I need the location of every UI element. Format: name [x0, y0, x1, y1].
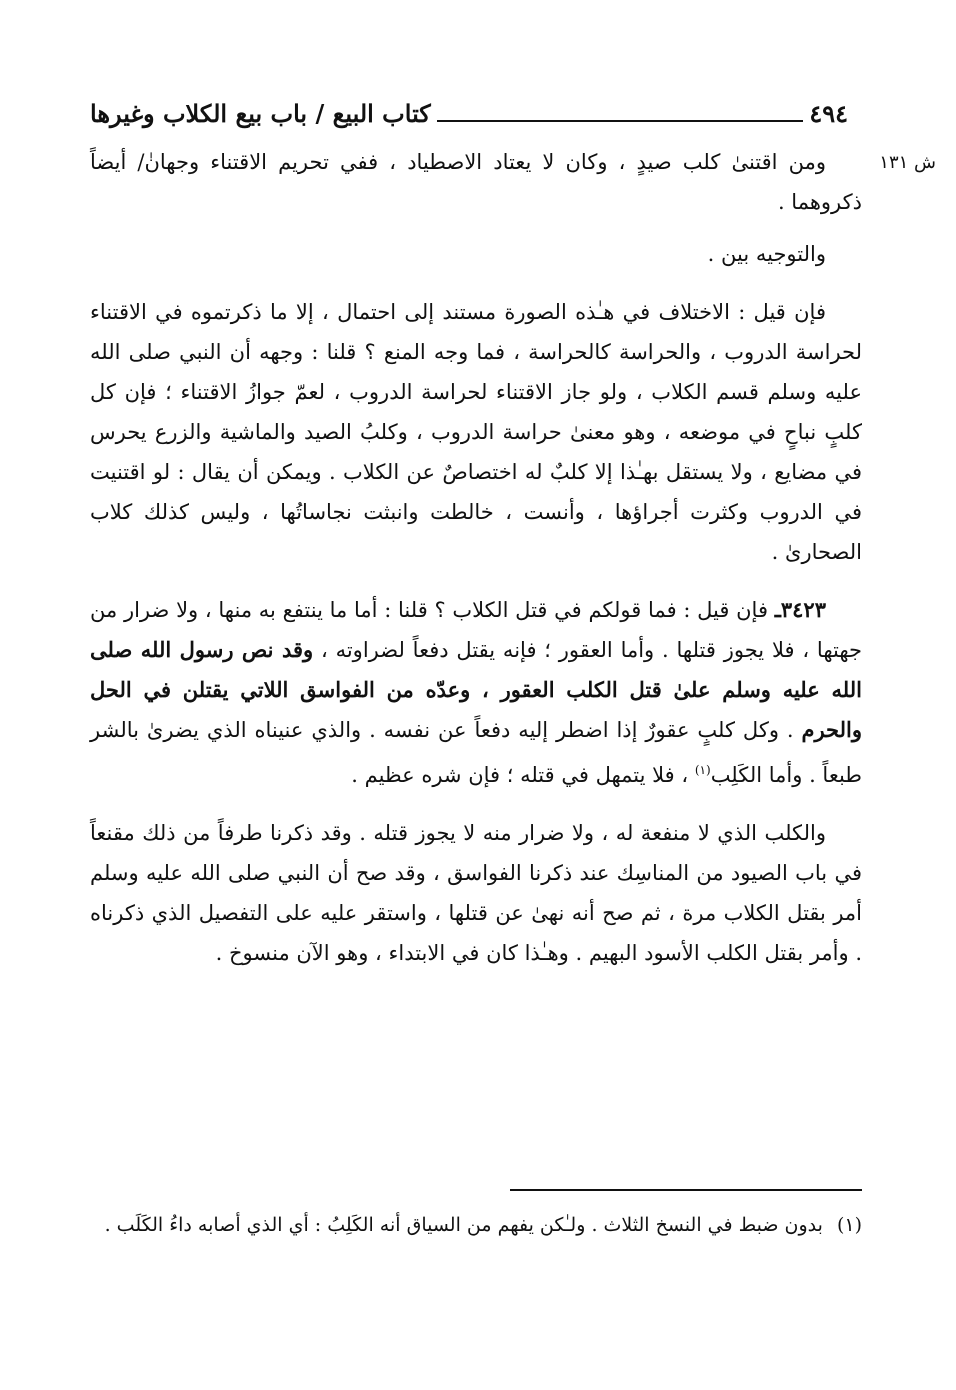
paragraph-text: ، فلا يتمهل في قتله ؛ فإن شره عظيم . [351, 763, 695, 787]
paragraph: والكلب الذي لا منفعة له ، ولا ضرار منه لا يجوز قتله . وقد ذكرنا طرفاً من ذلك مقنعاً في باب الصيود من المناسِك عند ذكرنا الفواسق ، وقد صح أن النبي صلى الله عليه وسلم أمر بقتل الكلاب مرة ، ثم صح أنه نهىٰ عن قتلها ، واستقر عليه على التفصيل الذي ذكرناه . وأمر بقتل الكلب الأسود البهيم . وهـٰذا كان في الابتداء ، وهو الآن منسوخ . [90, 821, 862, 965]
page-number: ٤٩٤ [809, 99, 848, 128]
footnote [90, 1208, 862, 1242]
paragraph: والتوجيه بين . [707, 242, 826, 266]
footnote-text: بدون ضبط في النسخ الثلاث . ولـٰكن يفهم من السياق أنه الكَلِبُ : أي الذي أصابه داءُ الكَلَب . [104, 1214, 823, 1236]
paragraph-text: فإن قيل : فما قولكم في قتل الكلاب ؟ قلنا : أما ما ينتفع به منها ، ولا ضرار من جهتها ، فلا يجوز قتلها . وأما العقور ؛ فإنه يقتل دفعاً لضراوته ، [90, 598, 862, 662]
running-header [90, 86, 848, 126]
header-rule [437, 120, 804, 122]
emphasized-text: وقد نص رسول الله صلى الله عليه وسلم علىٰ قتل الكلب العقور ، وعدّه من الفواسق اللاتي يقتلن في الحل والحرم [90, 637, 862, 742]
footnote-separator [510, 1189, 862, 1191]
footnote-ref: (١) [694, 763, 711, 777]
issue-number: ٣٤٢٣ـ [774, 597, 826, 622]
footnote-number: (١) [836, 1214, 862, 1236]
paragraph-text: . وكل كلبٍ عقورٌ إذا اضطر إليه دفعاً عن نفسه . والذي عنيناه الذي يضرىٰ بالشر طبعاً . وأما الكَلِب [90, 718, 862, 787]
footnotes [90, 1208, 862, 1242]
header-title: كتاب البيع / باب بيع الكلاب وغيرها [90, 99, 431, 128]
margin-manuscript-ref: ش ١٣١ [879, 152, 936, 173]
paragraph: فإن قيل : الاختلاف في هـٰذه الصورة مستند إلى احتمال ، إلا ما ذكرتموه في الاقتناء لحراسة الدروب ، والحراسة كالحراسة ، فما وجه المنع ؟ قلنا : وجهه أن النبي صلى الله عليه وسلم قسم الكلاب ، ولو جاز الاقتناء لحراسة الدروب ، لعمّ جوازُ الاقتناء ؛ فإن كل كلبٍ نباحٍ في موضعه ، وهو معنىٰ حراسة الدروب ، وكلبُ الصيد والماشية والزرع يحرس في مضايع ، ولا يستقل بهـٰذا إلا كلبٌ له اختصاصٌ عن الكلاب . ويمكن أن يقال : لو اقتنيت في الدروب وكثرت أجراؤها ، وأنست ، خالطت وانبثت نجاساتُها ، وليس كذلك كلاب الصحارىٰ . [90, 300, 862, 564]
paragraph: ومن اقتنىٰ كلب صيدٍ ، وكان لا يعتاد الاصطياد ، ففي تحريم الاقتناء وجهانٰ/ أيضاً ذكروهما . [90, 150, 862, 214]
main-text [90, 142, 862, 991]
paragraph [90, 590, 862, 795]
